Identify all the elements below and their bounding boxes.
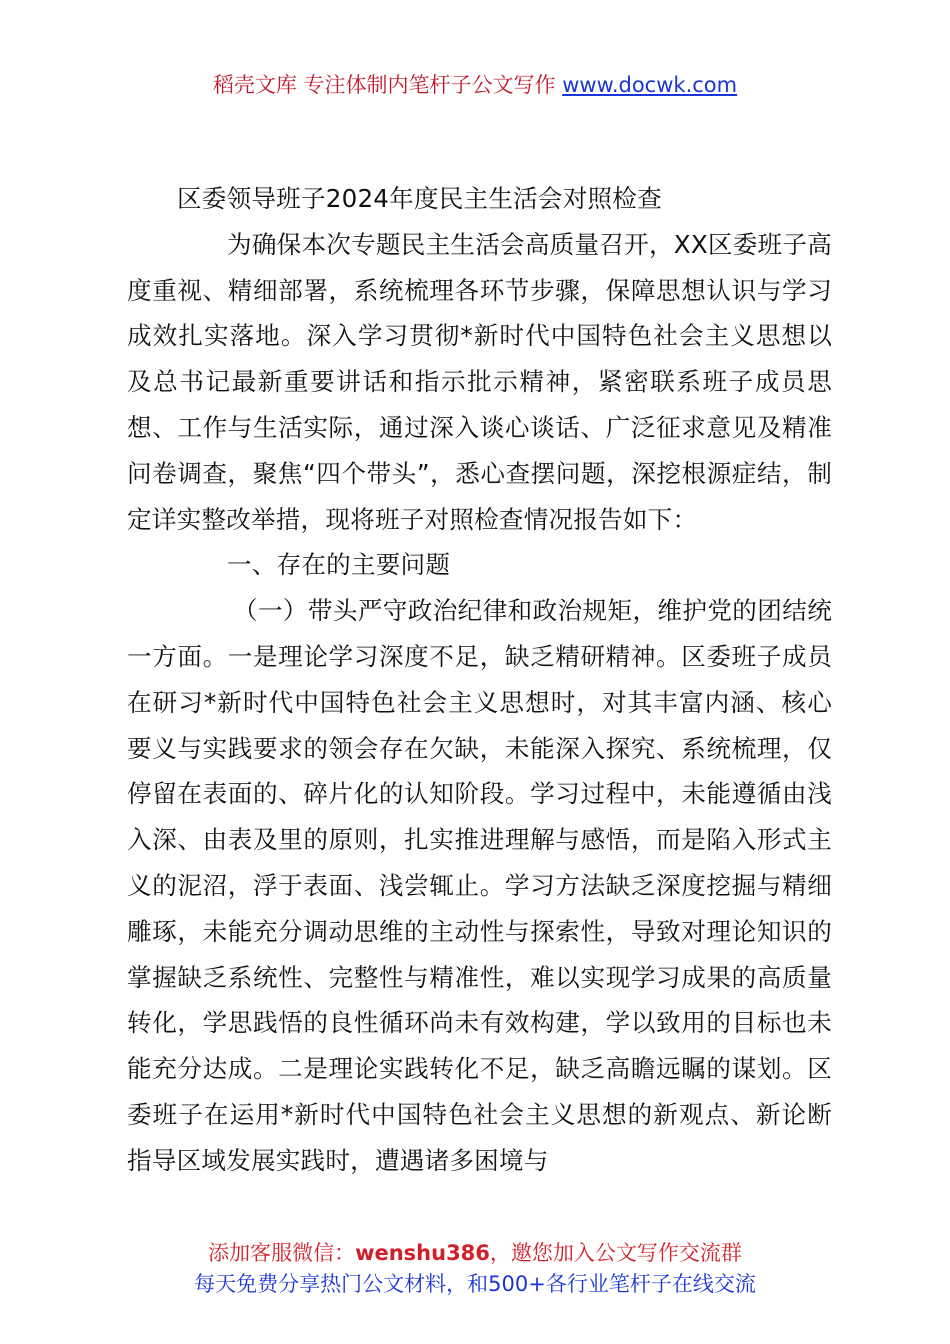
footer-contact-suffix: ，邀您加入公文写作交流群 bbox=[489, 1241, 742, 1265]
promo-footer bbox=[0, 1238, 950, 1300]
site-header bbox=[0, 70, 950, 100]
subsection-paragraph: （一）带头严守政治纪律和政治规矩，维护党的团结统一方面。一是理论学习深度不足，缺乏精研精神。区委班子成员在研习*新时代中国特色社会主义思想时，对其丰富内涵、核心要义与实践要求的领会存在欠缺，未能深入探究、系统梳理，仅停留在表面的、碎片化的认知阶段。学习过程中，未能遵循由浅入深、由表及里的原则，扎实推进理解与感悟，而是陷入形式主义的泥沼，浮于表面、浅尝辄止。学习方法缺乏深度挖掘与精细雕琢，未能充分调动思维的主动性与探索性，导致对理论知识的掌握缺乏系统性、完整性与精准性，难以实现学习成果的高质量转化，学思践悟的良性循环尚未有效构建，学以致用的目标也未能充分达成。二是理论实践转化不足，缺乏高瞻远瞩的谋划。区委班子在运用*新时代中国特色社会主义思想的新观点、新论断指导区域发展实践时，遭遇诸多困境与 bbox=[127, 596, 832, 1175]
document-title: 区委领导班子2024年度民主生活会对照检查 bbox=[177, 184, 662, 213]
intro-paragraph: 为确保本次专题民主生活会高质量召开，XX区委班子高度重视、精细部署，系统梳理各环节步骤，保障思想认识与学习成效扎实落地。深入学习贯彻*新时代中国特色社会主义思想以及总书记最新重要讲话和指示批示精神，紧密联系班子成员思想、工作与生活实际，通过深入谈心谈话、广泛征求意见及精准问卷调查，聚焦“四个带头”，悉心查摆问题，深挖根源症结，制定详实整改举措，现将班子对照检查情况报告如下： bbox=[127, 229, 832, 534]
section-heading: 一、存在的主要问题 bbox=[227, 550, 451, 580]
document-body bbox=[127, 176, 832, 1184]
footer-share-line: 每天免费分享热门公文材料，和500+各行业笔杆子在线交流 bbox=[194, 1272, 756, 1296]
header-website-link[interactable]: www.docwk.com bbox=[562, 73, 738, 97]
footer-wechat-id: wenshu386 bbox=[355, 1241, 490, 1265]
footer-contact-line bbox=[0, 1238, 950, 1269]
footer-contact-prefix: 添加客服微信： bbox=[208, 1241, 356, 1265]
header-brand-text: 稻壳文库 专注体制内笔杆子公文写作 bbox=[212, 73, 563, 97]
